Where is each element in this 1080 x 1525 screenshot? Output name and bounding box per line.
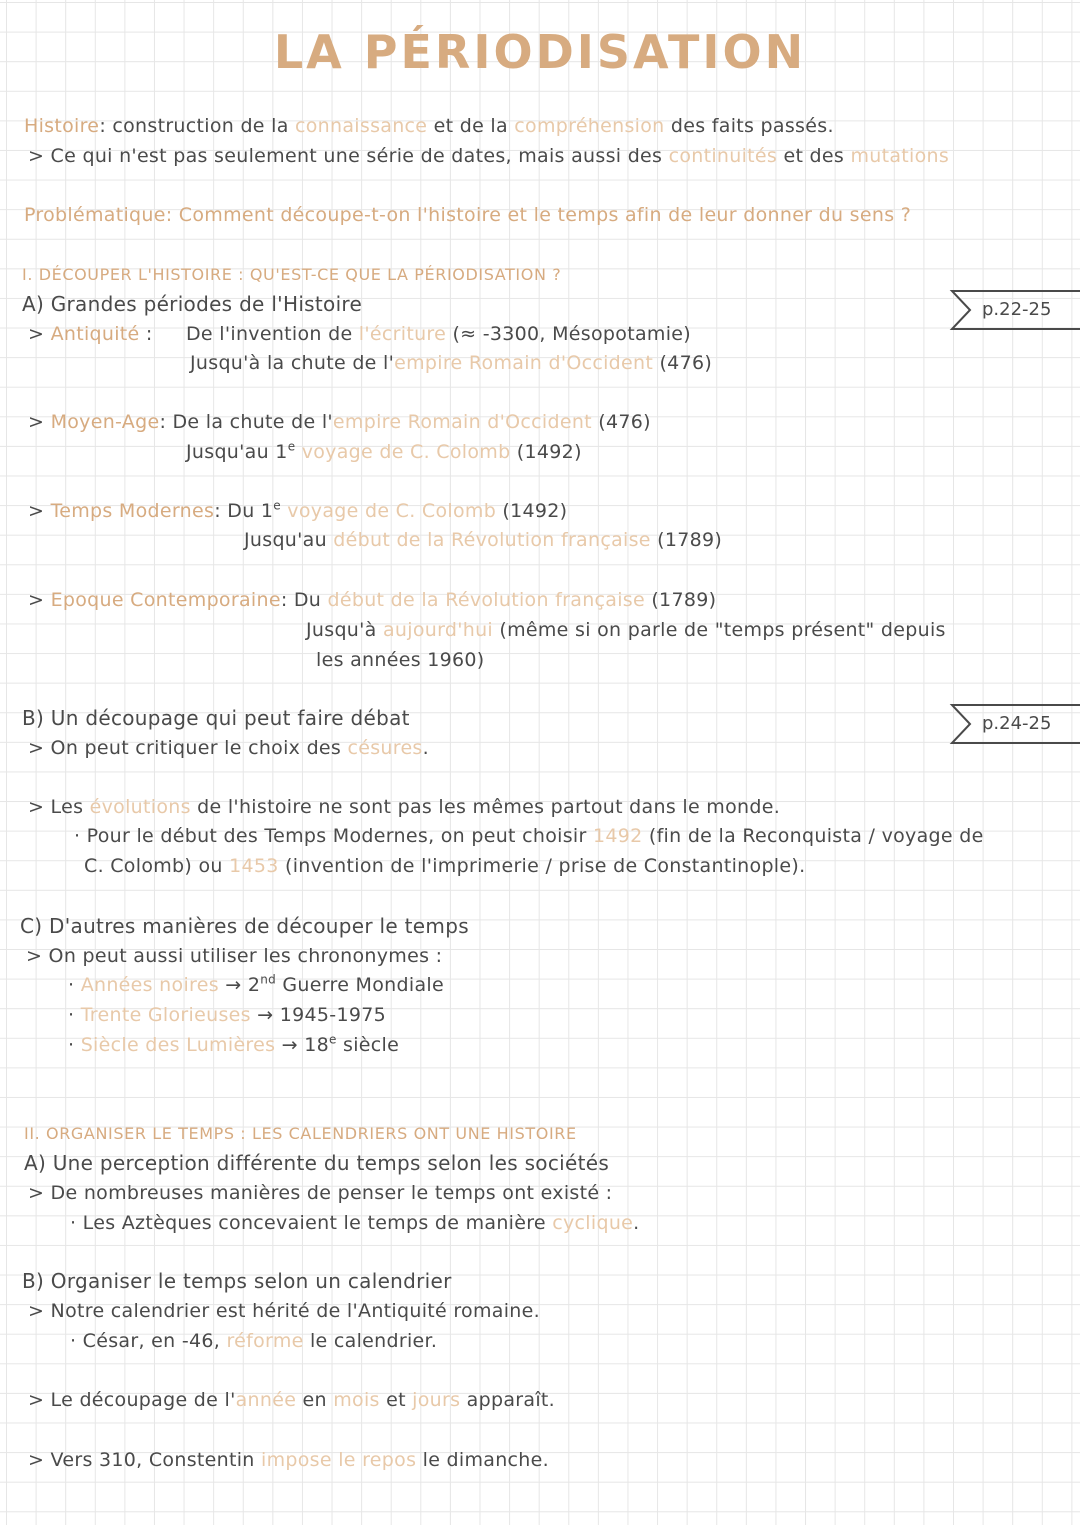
contemporaine-name: Epoque Contemporaine <box>50 589 281 611</box>
part1-c-line-1: > On peut aussi utiliser les chrononymes : <box>26 945 443 967</box>
problematique-label: Problématique <box>24 204 166 226</box>
contemporaine-line-1: > Epoque Contemporaine: Du début de la Révolution française (1789) <box>28 589 717 611</box>
part1-b-line-2: > Les évolutions de l'histoire ne sont pas les mêmes partout dans le monde. <box>28 796 781 818</box>
contemporaine-def-3: les années 1960) <box>316 649 485 671</box>
temps-modernes-def-2: Jusqu'au début de la Révolution française (1789) <box>244 529 723 551</box>
antiquite-def-2: Jusqu'à la chute de l'empire Romain d'Occident (476) <box>190 352 713 374</box>
intro-label: Histoire <box>24 115 100 137</box>
part1-b-line-1: > On peut critiquer le choix des césures. <box>28 737 429 759</box>
part1-b-line-3: · Pour le début des Temps Modernes, on peut choisir 1492 (fin de la Reconquista / voyage de <box>74 825 984 847</box>
chrononyme-item: · Années noires → 2nd Guerre Mondiale <box>68 972 444 996</box>
page-title: LA PÉRIODISATION <box>273 25 807 79</box>
chrononyme-item: · Siècle des Lumières → $18^e$ siècle <box>68 1032 400 1056</box>
antiquite-name: Antiquité <box>50 323 140 345</box>
antiquite-def-1: De l'invention de l'écriture (≈ -3300, Mésopotamie) <box>186 323 691 345</box>
page-ref-1: p.22-25 <box>982 299 1052 320</box>
part2-a-title: A) Une perception différente du temps selon les sociétés <box>24 1151 610 1175</box>
moyen-age-name: Moyen-Age <box>50 411 160 433</box>
part1-heading: I. DÉCOUPER L'HISTOIRE : QU'EST-CE QUE LA PÉRIODISATION ? <box>22 265 562 284</box>
contemporaine-def-2: Jusqu'à aujourd'hui (même si on parle de "temps présent" depuis <box>306 619 946 641</box>
part1-a-title: A) Grandes périodes de l'Histoire <box>22 292 363 316</box>
moyen-age-line-1: > Moyen-Age: De la chute de l'empire Romain d'Occident (476) <box>28 411 651 433</box>
page-ref-2: p.24-25 <box>982 713 1052 734</box>
part2-b-title: B) Organiser le temps selon un calendrier <box>22 1269 452 1293</box>
page-ref-tab-1 <box>948 290 1080 330</box>
intro-line-1: Histoire: construction de la connaissance et de la compréhension des faits passés. <box>24 115 834 137</box>
part1-b-title: B) Un découpage qui peut faire débat <box>22 706 410 730</box>
part2-heading: II. ORGANISER LE TEMPS : LES CALENDRIERS ONT UNE HISTOIRE <box>24 1124 577 1143</box>
part2-b-line-3: > Le découpage de l'année en mois et jours apparaît. <box>28 1389 555 1411</box>
temps-modernes-line-1: > Temps Modernes: Du 1e voyage de C. Colomb (1492) <box>28 498 568 522</box>
part1-b-line-4: C. Colomb) ou 1453 (invention de l'imprimerie / prise de Constantinople). <box>84 855 806 877</box>
problematique-line: Problématique: Comment découpe-t-on l'histoire et le temps afin de leur donner du sens ? <box>24 204 912 226</box>
part1-c-title: C) D'autres manières de découper le temps <box>20 914 469 938</box>
antiquite-line-1: > Antiquité : <box>28 323 153 345</box>
moyen-age-def-2: Jusqu'au 1e voyage de C. Colomb (1492) <box>186 439 582 463</box>
temps-modernes-name: Temps Modernes <box>50 500 215 522</box>
part2-b-line-4: > Vers 310, Constentin impose le repos le dimanche. <box>28 1449 549 1471</box>
intro-line-2: > Ce qui n'est pas seulement une série de dates, mais aussi des continuités et des mutations <box>28 145 950 167</box>
chrononyme-item: · Trente Glorieuses → 1945-1975 <box>68 1004 387 1026</box>
part2-a-line-1: > De nombreuses manières de penser le temps ont existé : <box>28 1182 613 1204</box>
part2-b-line-1: > Notre calendrier est hérité de l'Antiquité romaine. <box>28 1300 540 1322</box>
page-ref-tab-2 <box>948 704 1080 744</box>
part2-b-line-2: · César, en -46, réforme le calendrier. <box>70 1330 438 1352</box>
part2-a-line-2: · Les Aztèques concevaient le temps de manière cyclique. <box>70 1212 640 1234</box>
